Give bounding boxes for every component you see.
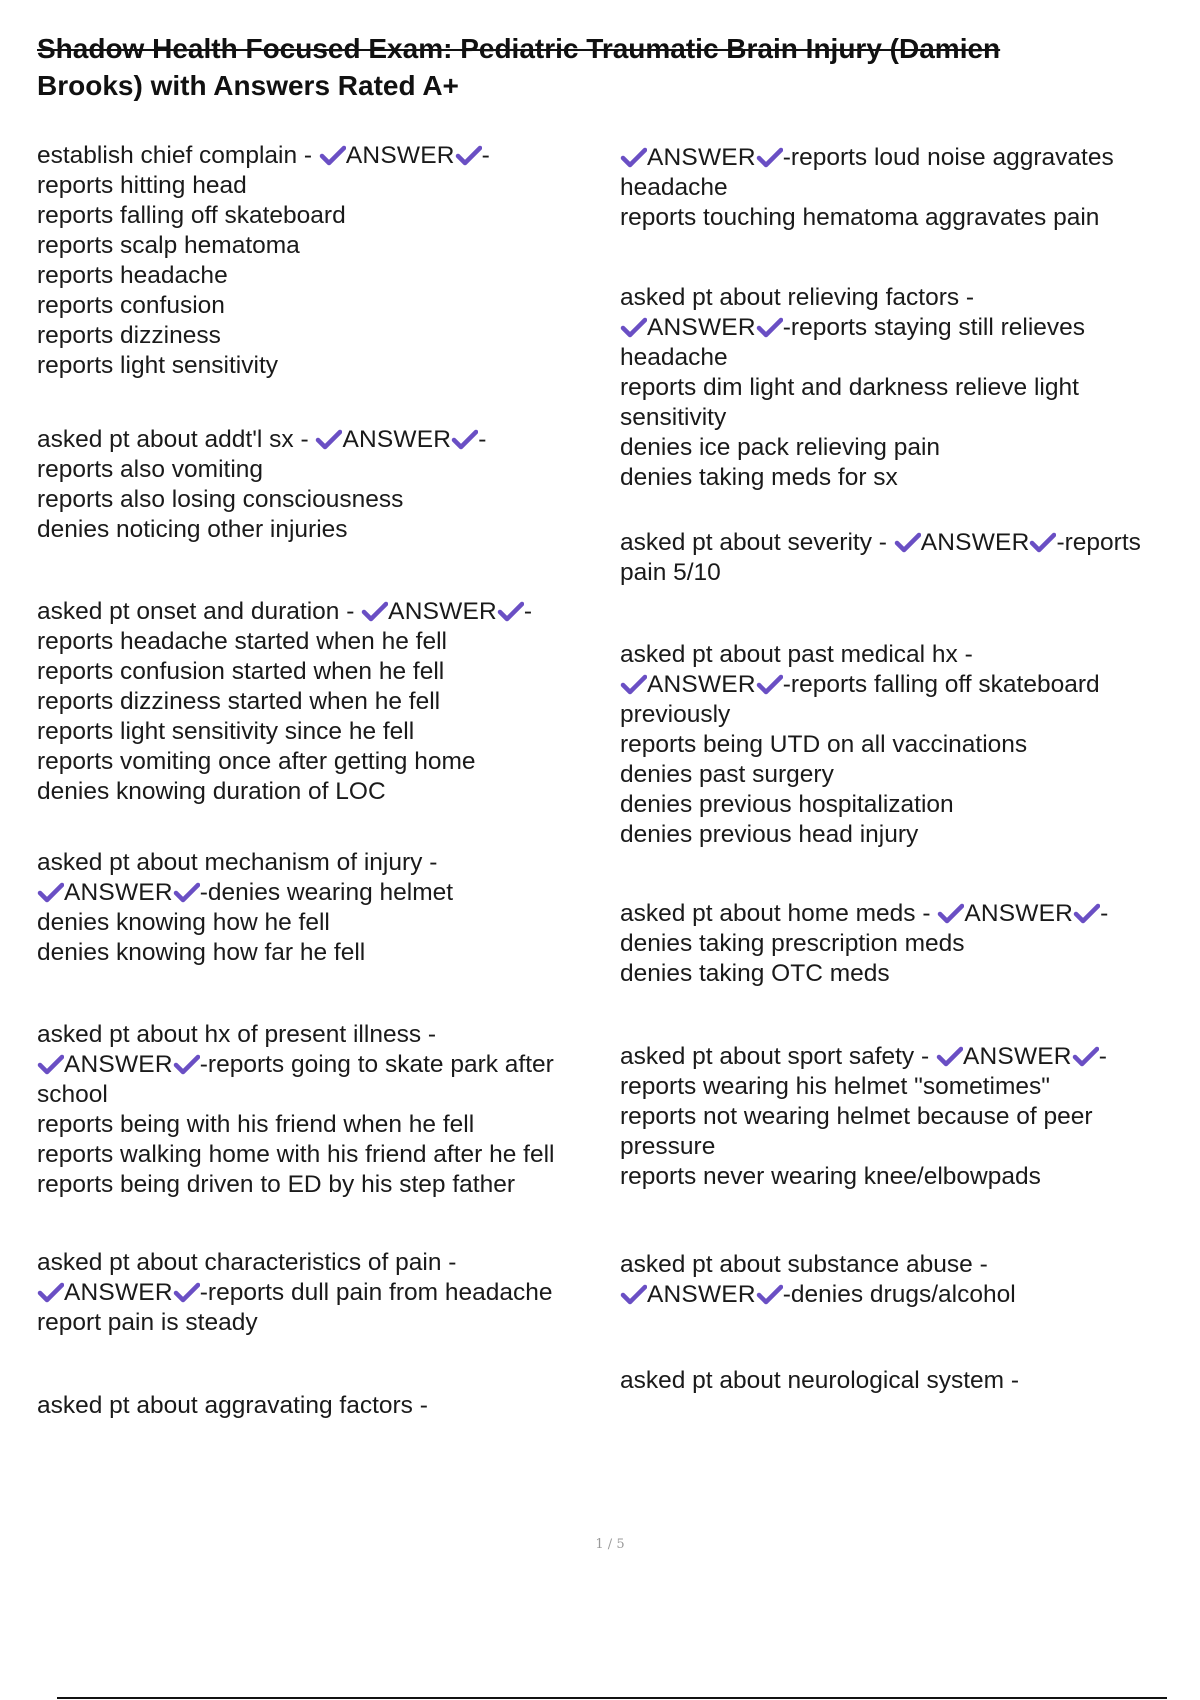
answer-line xyxy=(620,313,1195,343)
checkmark-icon xyxy=(756,316,783,338)
answer-detail-line: headache xyxy=(620,174,728,201)
question-text: asked pt about sport safety - xyxy=(620,1043,930,1070)
checkmark-icon xyxy=(1073,902,1100,924)
answer-detail-line: reports being UTD on all vaccinations xyxy=(620,731,1028,758)
question-line xyxy=(620,899,1195,929)
checkmark-icon xyxy=(497,600,524,622)
qa-block xyxy=(37,1391,607,1421)
answer-text: -reports going to skate park after xyxy=(199,1051,554,1078)
question-text: asked pt about addt'l sx - xyxy=(37,426,309,453)
answer-text: -denies wearing helmet xyxy=(199,879,454,906)
question-line xyxy=(620,528,1195,558)
answer-detail-line: reports never wearing knee/elbowpads xyxy=(620,1163,1041,1190)
answer-detail-line: reports confusion xyxy=(37,292,225,319)
qa-block xyxy=(620,1250,1195,1310)
answer-detail-line: denies knowing duration of LOC xyxy=(37,778,386,805)
checkmark-icon xyxy=(937,902,964,924)
qa-block xyxy=(37,1020,607,1200)
qa-block xyxy=(620,143,1195,233)
answer-text: -denies drugs/alcohol xyxy=(782,1281,1016,1308)
answer-detail-line: reports light sensitivity since he fell xyxy=(37,718,415,745)
title-line-2: Brooks) with Answers Rated A+ xyxy=(37,70,459,101)
qa-block xyxy=(620,1366,1195,1396)
checkmark-icon xyxy=(1029,531,1056,553)
checkmark-icon xyxy=(361,600,388,622)
answer-detail-line: denies knowing how far he fell xyxy=(37,939,366,966)
footer-rule xyxy=(57,1697,1167,1699)
checkmark-icon xyxy=(37,1281,64,1303)
answer-label: ANSWER xyxy=(920,529,1030,556)
qa-block xyxy=(620,283,1195,493)
answer-detail-line: reports being driven to ED by his step father xyxy=(37,1171,516,1198)
checkmark-icon xyxy=(620,1283,647,1305)
question-text: asked pt about past medical hx - xyxy=(620,641,973,668)
answer-detail-line: reports wearing his helmet "sometimes" xyxy=(620,1073,1050,1100)
question-line xyxy=(37,597,607,627)
answer-detail-line: denies taking prescription meds xyxy=(620,930,965,957)
question-text: asked pt about home meds - xyxy=(620,900,931,927)
checkmark-icon xyxy=(455,144,482,166)
answer-label: ANSWER xyxy=(962,1043,1072,1070)
answer-label: ANSWER xyxy=(64,1051,173,1078)
question-line xyxy=(37,425,607,455)
answer-detail-line: denies noticing other injuries xyxy=(37,516,348,543)
qa-block xyxy=(620,1042,1195,1192)
answer-text: -reports staying still relieves xyxy=(782,314,1086,341)
qa-block xyxy=(620,640,1195,850)
page-number: 1 / 5 xyxy=(595,1537,625,1552)
checkmark-icon xyxy=(756,146,783,168)
answer-detail-line: reports headache xyxy=(37,262,228,289)
answer-detail-line: previously xyxy=(620,701,731,728)
answer-detail-line: denies past surgery xyxy=(620,761,834,788)
question-text: asked pt about hx of present illness - xyxy=(37,1021,437,1048)
question-text: asked pt about relieving factors - xyxy=(620,284,975,311)
answer-detail-line: reports touching hematoma aggravates pain xyxy=(620,204,1100,231)
answer-label: ANSWER xyxy=(964,900,1074,927)
checkmark-icon xyxy=(173,881,200,903)
answer-label: ANSWER xyxy=(64,879,173,906)
answer-line xyxy=(620,1280,1195,1310)
checkmark-icon xyxy=(37,1053,64,1075)
qa-block xyxy=(37,597,607,807)
answer-text: -reports loud noise aggravates xyxy=(782,144,1114,171)
qa-block xyxy=(620,528,1195,588)
answer-line xyxy=(37,1050,607,1080)
answer-detail-line: reports walking home with his friend after he fell xyxy=(37,1141,555,1168)
question-line xyxy=(37,141,607,171)
checkmark-icon xyxy=(620,146,647,168)
question-text: asked pt about neurological system - xyxy=(620,1367,1020,1394)
answer-text: -reports dull pain from headache xyxy=(199,1279,553,1306)
answer-label: ANSWER xyxy=(647,314,756,341)
answer-line xyxy=(620,670,1195,700)
checkmark-icon xyxy=(756,673,783,695)
answer-text: -reports falling off skateboard xyxy=(782,671,1100,698)
answer-detail-line: reports headache started when he fell xyxy=(37,628,447,655)
answer-text: - xyxy=(1098,1043,1107,1070)
checkmark-icon xyxy=(894,531,921,553)
answer-detail-line: reports dim light and darkness relieve light xyxy=(620,374,1079,401)
question-text: asked pt about severity - xyxy=(620,529,887,556)
answer-label: ANSWER xyxy=(345,142,455,169)
question-text: asked pt about mechanism of injury - xyxy=(37,849,438,876)
answer-label: ANSWER xyxy=(647,144,756,171)
answer-detail-line: reports scalp hematoma xyxy=(37,232,300,259)
answer-detail-line: sensitivity xyxy=(620,404,727,431)
qa-block xyxy=(620,899,1195,989)
answer-detail-line: denies previous hospitalization xyxy=(620,791,954,818)
checkmark-icon xyxy=(620,673,647,695)
answer-detail-line: denies previous head injury xyxy=(620,821,919,848)
answer-detail-line: reports also vomiting xyxy=(37,456,264,483)
answer-detail-line: school xyxy=(37,1081,108,1108)
question-text: asked pt onset and duration - xyxy=(37,598,355,625)
question-text: asked pt about aggravating factors - xyxy=(37,1392,428,1419)
answer-detail-line: pressure xyxy=(620,1133,716,1160)
question-text: establish chief complain - xyxy=(37,142,313,169)
answer-detail-line: reports vomiting once after getting home xyxy=(37,748,476,775)
question-text: asked pt about characteristics of pain - xyxy=(37,1249,457,1276)
answer-detail-line: reports falling off skateboard xyxy=(37,202,346,229)
answer-text: - xyxy=(523,598,533,625)
checkmark-icon xyxy=(936,1045,963,1067)
answer-line xyxy=(37,1278,607,1308)
answer-detail-line: headache xyxy=(620,344,728,371)
answer-label: ANSWER xyxy=(342,426,452,453)
answer-detail-line: denies taking OTC meds xyxy=(620,960,890,987)
answer-detail-line: denies ice pack relieving pain xyxy=(620,434,941,461)
answer-detail-line: denies taking meds for sx xyxy=(620,464,898,491)
answer-detail-line: reports light sensitivity xyxy=(37,352,279,379)
checkmark-icon xyxy=(37,881,64,903)
answer-detail-line: reports confusion started when he fell xyxy=(37,658,445,685)
answer-detail-line: reports being with his friend when he fell xyxy=(37,1111,475,1138)
question-text: asked pt about substance abuse - xyxy=(620,1251,988,1278)
qa-block xyxy=(37,141,607,381)
answer-label: ANSWER xyxy=(647,671,756,698)
answer-detail-line: report pain is steady xyxy=(37,1309,258,1336)
checkmark-icon xyxy=(319,144,346,166)
checkmark-icon xyxy=(315,428,342,450)
checkmark-icon xyxy=(756,1283,783,1305)
checkmark-icon xyxy=(620,316,647,338)
answer-detail-line: reports dizziness xyxy=(37,322,221,349)
answer-text: - xyxy=(481,142,490,169)
document-title xyxy=(37,30,1167,104)
answer-label: ANSWER xyxy=(388,598,497,625)
qa-block xyxy=(37,848,607,968)
answer-detail-line: pain 5/10 xyxy=(620,559,721,586)
answer-detail-line: denies knowing how he fell xyxy=(37,909,330,936)
answer-detail-line: reports also losing consciousness xyxy=(37,486,404,513)
answer-detail-line: reports dizziness started when he fell xyxy=(37,688,441,715)
answer-label: ANSWER xyxy=(647,1281,756,1308)
checkmark-icon xyxy=(1072,1045,1099,1067)
qa-block xyxy=(37,425,607,545)
qa-block xyxy=(37,1248,607,1338)
answer-line xyxy=(620,143,1195,173)
answer-detail-line: reports not wearing helmet because of peer xyxy=(620,1103,1093,1130)
checkmark-icon xyxy=(173,1281,200,1303)
answer-text: -reports xyxy=(1056,529,1141,556)
answer-text: - xyxy=(478,426,487,453)
answer-detail-line: reports hitting head xyxy=(37,172,247,199)
question-line xyxy=(620,1042,1195,1072)
answer-text: - xyxy=(1100,900,1109,927)
answer-line xyxy=(37,878,607,908)
title-line-1: Shadow Health Focused Exam: Pediatric Traumatic Brain Injury (Damien xyxy=(37,33,1001,64)
answer-label: ANSWER xyxy=(64,1279,173,1306)
checkmark-icon xyxy=(451,428,478,450)
checkmark-icon xyxy=(173,1053,200,1075)
